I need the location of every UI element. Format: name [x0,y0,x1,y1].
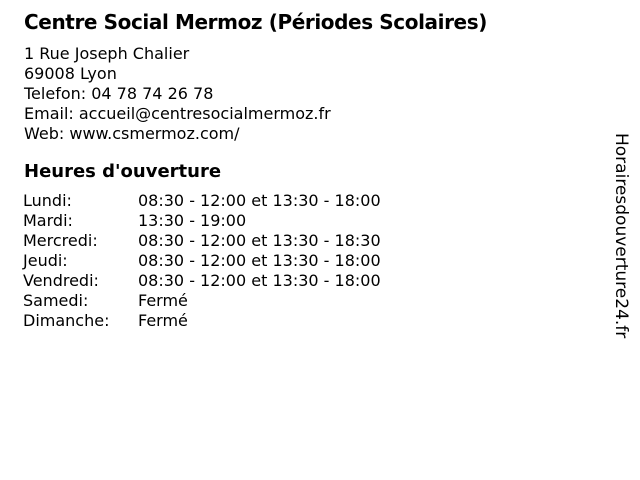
day-times: 08:30 - 12:00 et 13:30 - 18:30 [138,231,381,250]
day-times: 13:30 - 19:00 [138,211,247,230]
table-row [23,231,381,251]
day-times: Fermé [138,291,188,310]
day-label: Mardi: [23,211,73,230]
table-row [23,311,381,331]
email-line: Email: accueil@centresocialmermoz.fr [24,104,331,123]
opening-hours-heading: Heures d'ouverture [24,161,222,182]
table-row [23,251,381,271]
watermark-vertical-text: Horairesdouverture24.fr [611,133,631,339]
day-times: Fermé [138,311,188,330]
table-row [23,291,381,311]
day-label: Samedi: [23,291,89,310]
day-label: Lundi: [23,191,72,210]
address-line-street: 1 Rue Joseph Chalier [24,44,190,63]
day-label: Dimanche: [23,311,110,330]
page-title: Centre Social Mermoz (Périodes Scolaires) [24,10,487,34]
table-row [23,211,381,231]
address-line-city: 69008 Lyon [24,64,117,83]
phone-line: Telefon: 04 78 74 26 78 [24,84,214,103]
contact-info [24,44,331,144]
web-line: Web: www.csmermoz.com/ [24,124,240,143]
opening-hours-table [23,191,381,331]
table-row [23,271,381,291]
day-label: Jeudi: [23,251,68,270]
day-label: Mercredi: [23,231,98,250]
day-times: 08:30 - 12:00 et 13:30 - 18:00 [138,191,381,210]
table-row [23,191,381,211]
day-label: Vendredi: [23,271,99,290]
day-times: 08:30 - 12:00 et 13:30 - 18:00 [138,251,381,270]
day-times: 08:30 - 12:00 et 13:30 - 18:00 [138,271,381,290]
